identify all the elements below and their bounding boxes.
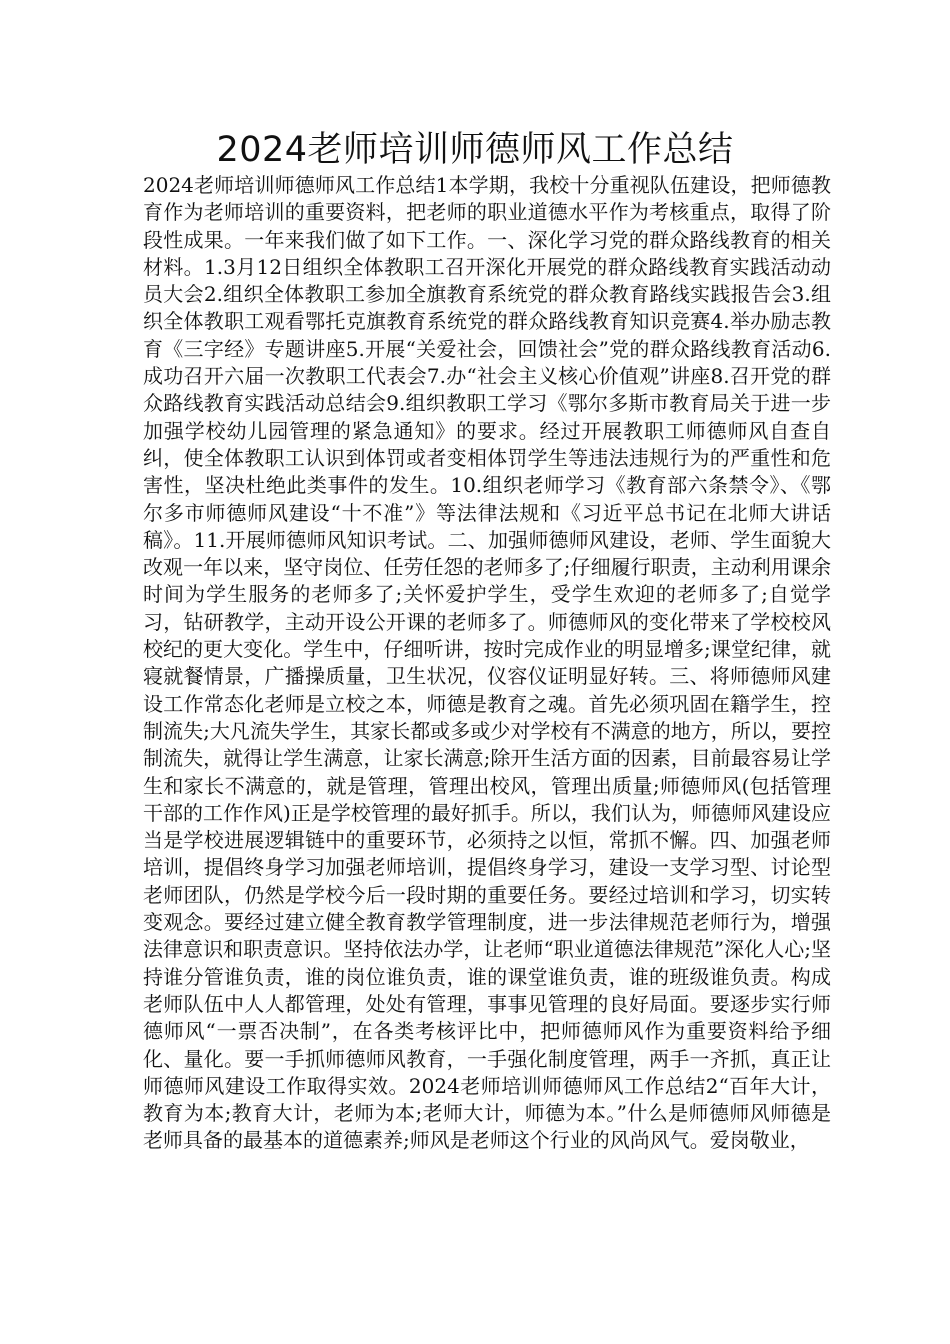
document-body-text: 2024老师培训师德师风工作总结1本学期，我校十分重视队伍建设，把师德教育作为老师培训的重要资料，把老师的职业道德水平作为考核重点，取得了阶段性成果。一年来我们做了如下工作。一、深化学习党的群众路线教育的相关材料。1.3月12日组织全体教职工召开深化开展党的群众路线教育实践活动动员大会2.组织全体教职工参加全旗教育系统党的群众教育路线实践报告会3.组织全体教职工观看鄂托克旗教育系统党的群众路线教育知识竞赛4.举办励志教育《三字经》专题讲座5.开展“关爱社会，回馈社会”党的群众路线教育活动6.成功召开六届一次教职工代表会7.办“社会主义核心价值观”讲座8.召开党的群众路线教育实践活动总结会9.组织教职工学习《鄂尔多斯市教育局关于进一步加强学校幼儿园管理的紧急通知》的要求。经过开展教职工师德师风自查自纠，使全体教职工认识到体罚或者变相体罚学生等违法违规行为的严重性和危害性，坚决杜绝此类事件的发生。10.组织老师学习《教育部六条禁令》、《鄂尔多市师德师风建设“十不准”》等法律法规和《习近平总书记在北师大讲话稿》。11.开展师德师风知识考试。二、加强师德师风建设，老师、学生面貌大改观一年以来，坚守岗位、任劳任怨的老师多了;仔细履行职责，主动利用课余时间为学生服务的老师多了;关怀爱护学生，受学生欢迎的老师多了;自觉学习，钻研教学，主动开设公开课的老师多了。师德师风的变化带来了学校校风校纪的更大变化。学生中，仔细听讲，按时完成作业的明显增多;课堂纪律，就寝就餐情景，广播操质量，卫生状况，仪容仪证明显好转。三、将师德师风建设工作常态化老师是立校之本，师德是教育之魂。首先必须巩固在籍学生，控制流失;大凡流失学生，其家长都或多或少对学校有不满意的地方，所以，要控制流失，就得让学生满意，让家长满意;除开生活方面的因素，目前最容易让学生和家长不满意的，就是管理，管理出校风，管理出质量;师德师风(包括管理干部的工作作风)正是学校管理的最好抓手。所以，我们认为，师德师风建设应当是学校进展逻辑链中的重要环节，必须持之以恒，常抓不懈。四、加强老师培训，提倡终身学习加强老师培训，提倡终身学习，建设一支学习型、讨论型老师团队，仍然是学校今后一段时期的重要任务。要经过培训和学习，切实转变观念。要经过建立健全教育教学管理制度，进一步法律规范老师行为，增强法律意识和职责意识。坚持依法办学，让老师“职业道德法律规范”深化人心;坚持谁分管谁负责，谁的岗位谁负责，谁的课堂谁负责，谁的班级谁负责。构成老师队伍中人人都管理，处处有管理，事事见管理的良好局面。要逐步实行师德师风“一票否决制”，在各类考核评比中，把师德师风作为重要资料给予细化、量化。要一手抓师德师风教育，一手强化制度管理，两手一齐抓，真正让师德师风建设工作取得实效。2024老师培训师德师风工作总结2“百年大计，教育为本;教育大计，老师为本;老师大计，师德为本。”什么是师德师风师德是老师具备的最基本的道德素养;师风是老师这个行业的风尚风气。爱岗敬业，	[143, 173, 831, 1153]
document-title: 2024老师培训师德师风工作总结	[216, 130, 734, 170]
